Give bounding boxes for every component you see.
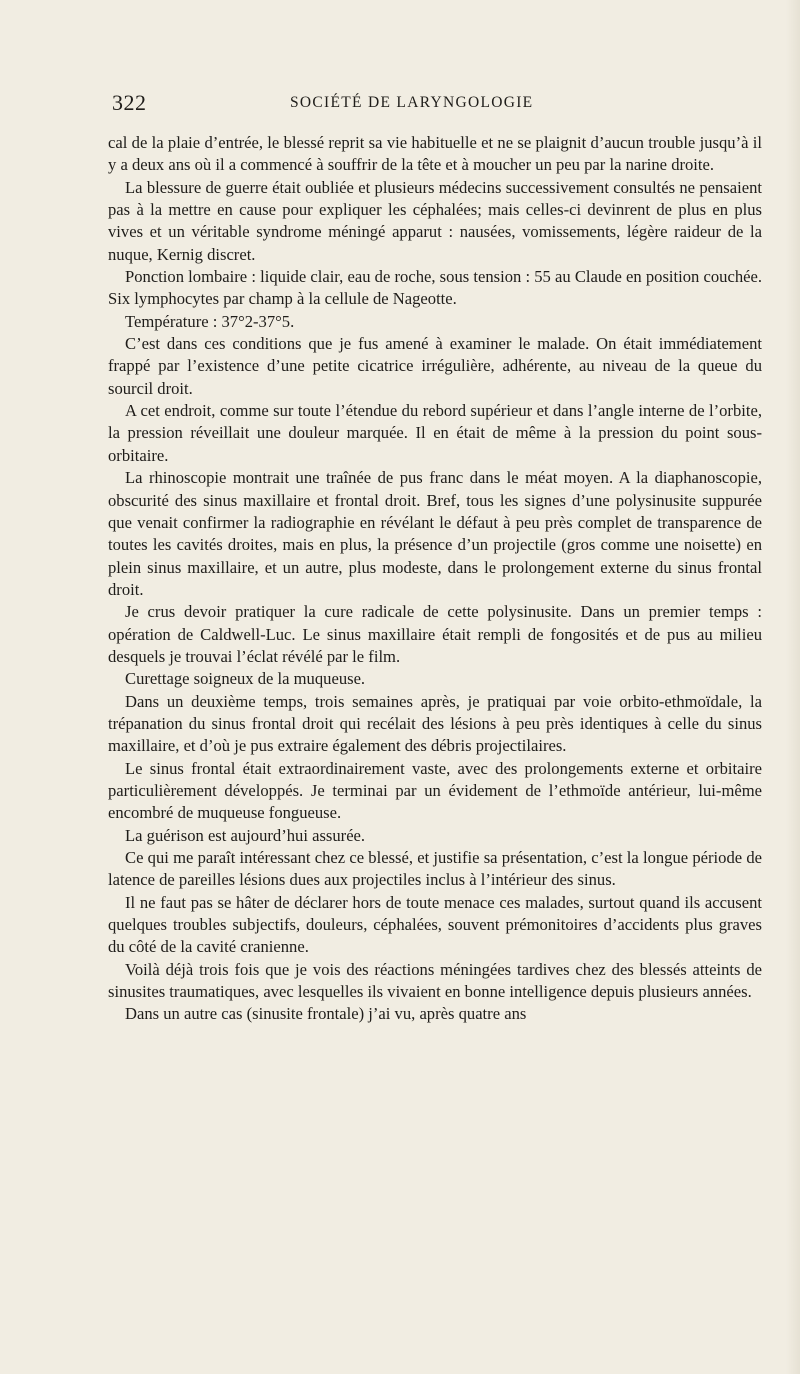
- paragraph: cal de la plaie d’entrée, le blessé reprit sa vie habituelle et ne se plaignit d’aucun trouble jusqu’à il y a deux ans où il a commencé à souffrir de la tête et à moucher un peu par la narine droite.: [108, 133, 762, 175]
- paragraph: C’est dans ces conditions que je fus amené à examiner le malade. On était immédiatement frappé par l’existence d’une petite cicatrice irrégulière, adhérente, au niveau de la queue du sourcil droit.: [108, 334, 762, 398]
- paragraph: Dans un deuxième temps, trois semaines après, je pratiquai par voie orbito-ethmoïdale, la trépanation du sinus frontal droit qui recélait des lésions à peu près identiques à celle du sinus maxillaire, et d’où je pus extraire également des débris projectilaires.: [108, 691, 762, 756]
- body-text: [108, 132, 762, 1026]
- paragraph: Ce qui me paraît intéressant chez ce blessé, et justifie sa présentation, c’est la longue période de latence de pareilles lésions dues aux projectiles inclus à l’intérieur des sinus.: [108, 848, 762, 890]
- paragraph: Température : 37°2-37°5.: [125, 311, 295, 331]
- paragraph: La rhinoscopie montrait une traînée de pus franc dans le méat moyen. A la diaphanoscopie, obscurité des sinus maxillaire et frontal droit. Bref, tous les signes d’une polysinusite suppurée que venait confirmer la radiographie en révélant le défaut à peu près complet de transparence de toutes les cavités droites, mais en plus, la présence d’un projectile (gros comme une noisette) en plein sinus maxillaire, et un autre, plus modeste, dans le prolongement externe du sinus frontal droit.: [108, 468, 762, 599]
- paragraph: Voilà déjà trois fois que je vois des réactions méningées tardives chez des blessés atteints de sinusites traumatiques, avec lesquelles ils vivaient en bonne intelligence depuis plusieurs années.: [108, 959, 762, 1002]
- paragraph: Le sinus frontal était extraordinairement vaste, avec des prolongements externe et orbitaire particulièrement développés. Je terminai par un évidement de l’ethmoïde antérieur, lui-même encombré de muqueuse fongueuse.: [108, 758, 762, 823]
- page-header: [112, 90, 712, 118]
- paragraph: Ponction lombaire : liquide clair, eau de roche, sous tension : 55 au Claude en position couchée. Six lymphocytes par champ à la cellule de Nageotte.: [108, 267, 762, 309]
- page-edge-shadow: [786, 0, 800, 1374]
- paragraph: A cet endroit, comme sur toute l’étendue du rebord supérieur et dans l’angle interne de l’orbite, la pression réveillait une douleur marquée. Il en était de même à la pression du point sous-orbitaire.: [108, 401, 762, 465]
- paragraph: La blessure de guerre était oubliée et plusieurs médecins successivement consultés ne pensaient pas à la mettre en cause pour expliquer les céphalées; mais celles-ci devinrent de plus en plus vives et un véritable syndrome méningé apparut : nausées, vomissements, légère raideur de la nuque, Kernig discret.: [108, 177, 762, 264]
- paragraph: Curettage soigneux de la muqueuse.: [125, 669, 366, 689]
- page-number: 322: [112, 90, 147, 115]
- paragraph: Il ne faut pas se hâter de déclarer hors de toute menace ces malades, surtout quand ils accusent quelques troubles subjectifs, douleurs, céphalées, souvent prémonitoires d’accidents plus graves du côté de la cavité cranienne.: [108, 892, 762, 957]
- paragraph: La guérison est aujourd’hui assurée.: [125, 825, 366, 845]
- paragraph: Je crus devoir pratiquer la cure radicale de cette polysinusite. Dans un premier temps : opération de Caldwell-Luc. Le sinus maxillaire était rempli de fongosités et de pus au milieu desquels je trouvai l’éclat révélé par le film.: [108, 602, 762, 666]
- running-title: SOCIÉTÉ DE LARYNGOLOGIE: [290, 94, 534, 111]
- paragraph: Dans un autre cas (sinusite frontale) j’ai vu, après quatre ans: [125, 1004, 527, 1024]
